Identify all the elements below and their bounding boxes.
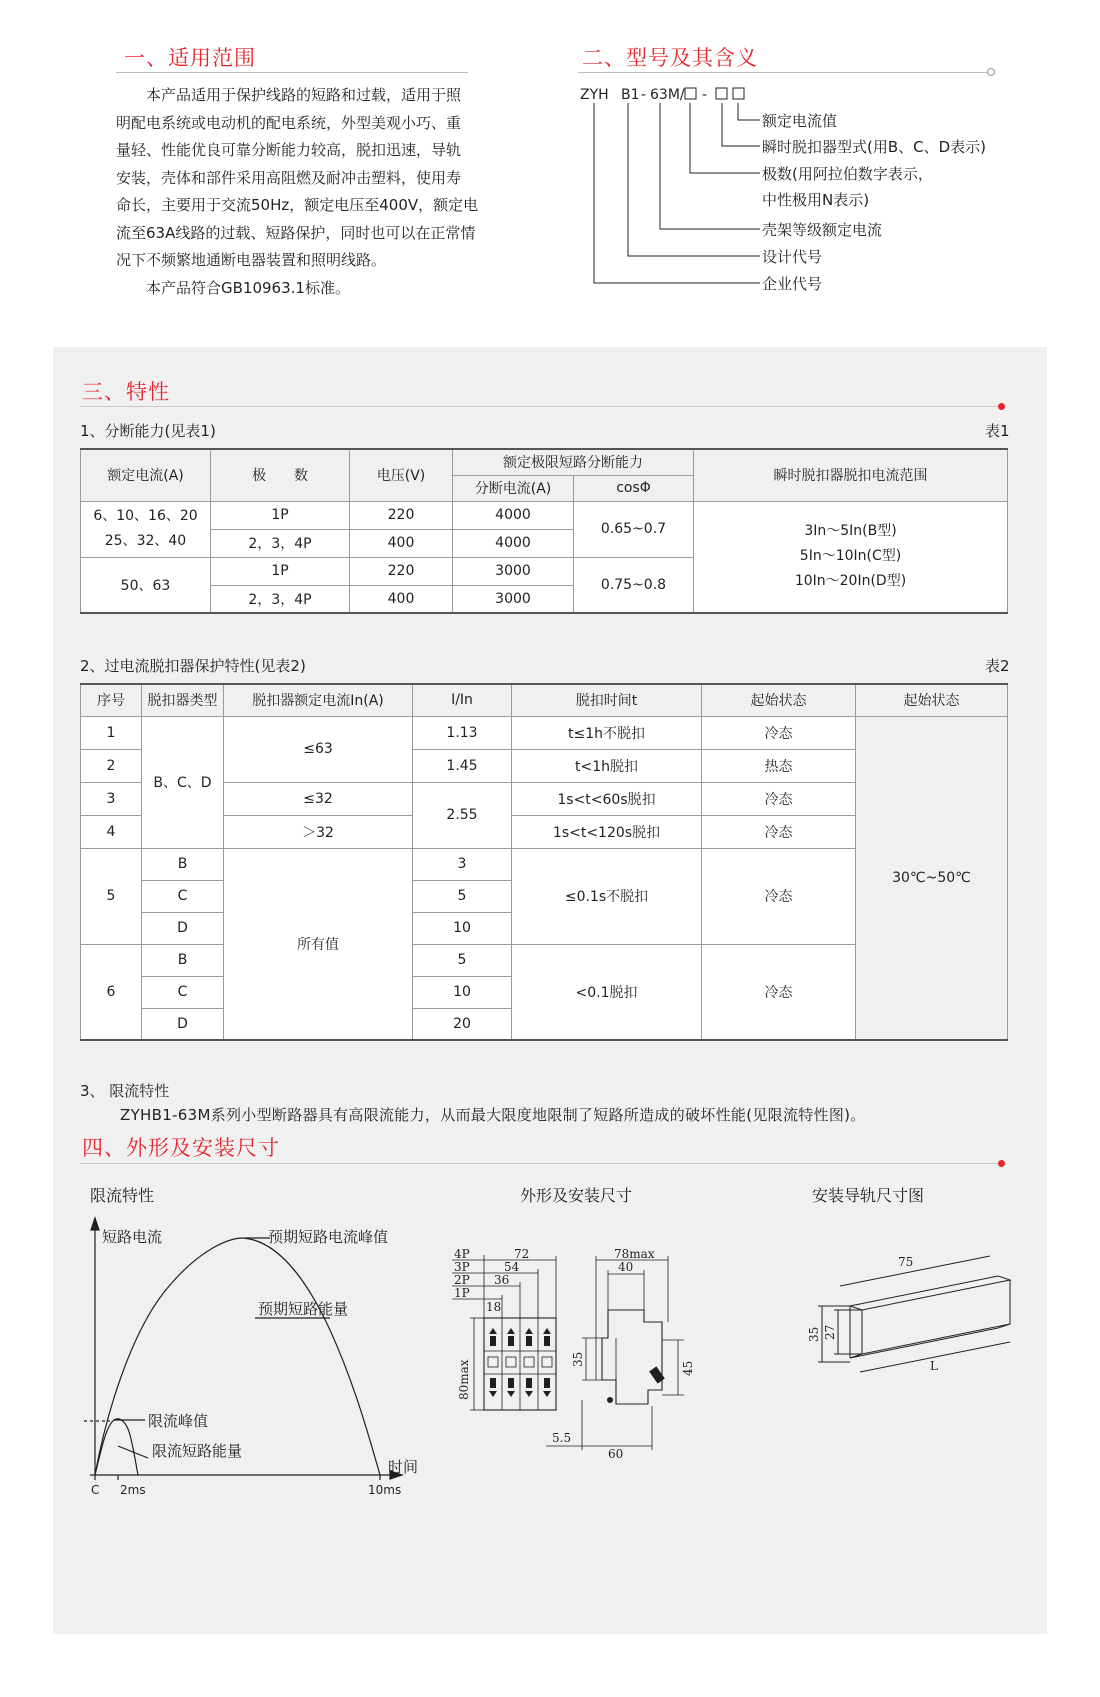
table1-caption: 1、分断能力(见表1) bbox=[80, 422, 216, 440]
dim-label-80max: 80max bbox=[457, 1359, 471, 1400]
th-trip-time: 脱扣时间t bbox=[512, 684, 702, 716]
terminal-block bbox=[490, 1378, 496, 1388]
th-rated-current: 额定电流(A) bbox=[81, 449, 211, 501]
y-axis-label: 短路电流 bbox=[102, 1228, 163, 1246]
th-initial-state: 起始状态 bbox=[702, 684, 856, 716]
dim-label-36: 36 bbox=[494, 1273, 510, 1287]
th-seq: 序号 bbox=[81, 684, 142, 716]
cell-type: B bbox=[142, 848, 224, 880]
code-b1: B1 bbox=[621, 87, 640, 103]
scope-line: 本产品适用于保护线路的短路和过载，适用于照 bbox=[146, 86, 462, 104]
cell-iin: 20 bbox=[413, 1008, 512, 1040]
cell-time: t≤1h不脱扣 bbox=[512, 716, 702, 749]
rail-dimensions-figure bbox=[800, 1250, 1040, 1410]
cell-seq: 4 bbox=[81, 815, 142, 848]
rail-top-flange bbox=[850, 1276, 1010, 1310]
model-meaning: 极数(用阿拉伯数字表示， bbox=[762, 165, 933, 183]
scope-paragraph bbox=[116, 82, 478, 302]
code-zyh: ZYH bbox=[580, 87, 609, 103]
leader-poles bbox=[690, 103, 760, 173]
cell: 3000 bbox=[453, 557, 574, 585]
terminal-block bbox=[544, 1336, 550, 1346]
terminal-arrow bbox=[507, 1328, 515, 1334]
model-meaning: 额定电流值 bbox=[762, 112, 838, 130]
dim-label-78max: 78max bbox=[614, 1247, 655, 1261]
cell: 1P bbox=[211, 501, 350, 529]
prospective-current-curve bbox=[95, 1238, 380, 1475]
current-limiting-figure bbox=[80, 1210, 419, 1500]
y-axis-arrow bbox=[91, 1218, 99, 1230]
leader-current bbox=[738, 103, 760, 120]
model-meaning: 壳架等级额定电流 bbox=[762, 221, 883, 239]
section-title-scope: 一、适用范围 bbox=[124, 46, 256, 70]
terminal-block bbox=[544, 1378, 550, 1388]
cell: 400 bbox=[350, 585, 453, 613]
pole-label: 3P bbox=[454, 1260, 470, 1274]
th-release-current: 脱扣器额定电流In(A) bbox=[224, 684, 413, 716]
table2-tag: 表2 bbox=[985, 657, 1010, 675]
section-title-characteristics: 三、特性 bbox=[82, 380, 170, 404]
cell: 400 bbox=[350, 529, 453, 557]
model-meaning: 设计代号 bbox=[762, 248, 823, 266]
terminal-arrow bbox=[507, 1391, 515, 1397]
code-box-poles bbox=[685, 88, 696, 99]
th-voltage: 电压(V) bbox=[350, 449, 453, 501]
cell: 1P bbox=[211, 557, 350, 585]
terminal-block bbox=[508, 1336, 514, 1346]
cell-iin: 5 bbox=[413, 944, 512, 976]
cell-in: ≤32 bbox=[224, 782, 413, 815]
scope-line: 明配电系统或电动机的配电系统，外型美观小巧、重 bbox=[116, 113, 462, 132]
figure-title-rail: 安装导轨尺寸图 bbox=[812, 1186, 925, 1205]
cell-seq: 2 bbox=[81, 749, 142, 782]
pole-label: 4P bbox=[454, 1247, 470, 1261]
scope-line: 流至63A线路的过载、短路保护，同时也可以在正常情 bbox=[116, 223, 476, 242]
terminal-arrow bbox=[489, 1391, 497, 1397]
rule-end-dot bbox=[987, 68, 995, 76]
leader-type bbox=[722, 103, 760, 146]
th-cos: cosΦ bbox=[574, 475, 694, 501]
dim-label-27: 27 bbox=[823, 1324, 837, 1340]
cell-state: 冷态 bbox=[702, 815, 856, 848]
pole-label: 1P bbox=[454, 1286, 470, 1300]
t1-label: 2ms bbox=[120, 1483, 146, 1497]
dim-label-35: 35 bbox=[807, 1326, 821, 1342]
cell-state: 冷态 bbox=[702, 716, 856, 749]
cell-time: <0.1脱扣 bbox=[512, 944, 702, 1040]
terminal-block bbox=[526, 1336, 532, 1346]
pole-label: 2P bbox=[454, 1273, 470, 1287]
code-box-current bbox=[733, 88, 744, 99]
cell-seq: 1 bbox=[81, 716, 142, 749]
t2-label: 10ms bbox=[368, 1483, 402, 1497]
window bbox=[542, 1357, 552, 1367]
limit-energy-label: 限流短路能量 bbox=[152, 1442, 243, 1460]
dim-label-60: 60 bbox=[608, 1447, 624, 1461]
code-box-type bbox=[716, 88, 727, 99]
cell-type: D bbox=[142, 1008, 224, 1040]
dim-label-18: 18 bbox=[486, 1300, 502, 1314]
th-capacity: 额定极限短路分断能力 bbox=[453, 449, 694, 475]
figure-title-outline: 外形及安装尺寸 bbox=[520, 1186, 633, 1205]
overcurrent-table bbox=[80, 683, 1008, 1041]
rail-clip-dot bbox=[607, 1397, 613, 1403]
cell: 2，3，4P bbox=[211, 585, 350, 613]
terminal-block bbox=[490, 1336, 496, 1346]
code-dash: - bbox=[702, 87, 708, 103]
scope-line: 安装，壳体和部件采用高阻燃及耐冲击塑料，使用寿 bbox=[116, 168, 462, 187]
cell-trip-range: 3In～5In(B型) 5In～10In(C型) 10In～20In(D型) bbox=[694, 501, 1008, 613]
origin-label: C bbox=[91, 1483, 100, 1497]
cell-temperature: 30℃~50℃ bbox=[856, 716, 1008, 1040]
th-release-type: 脱扣器类型 bbox=[142, 684, 224, 716]
terminal-block bbox=[508, 1378, 514, 1388]
window bbox=[488, 1357, 498, 1367]
cell-iin: 10 bbox=[413, 912, 512, 944]
section-rule bbox=[80, 1163, 1000, 1164]
th-trip-range: 瞬时脱扣器脱扣电流范围 bbox=[694, 449, 1008, 501]
cell-in: ≤63 bbox=[224, 716, 413, 782]
cell-time: ≤0.1s不脱扣 bbox=[512, 848, 702, 944]
table1-tag: 表1 bbox=[985, 422, 1010, 440]
cell-state: 冷态 bbox=[702, 848, 856, 944]
limit-peak-label: 限流峰值 bbox=[148, 1412, 209, 1430]
cell-type: C bbox=[142, 976, 224, 1008]
cell: 220 bbox=[350, 501, 453, 529]
cell: 220 bbox=[350, 557, 453, 585]
section-rule bbox=[116, 72, 468, 73]
model-code-diagram bbox=[578, 84, 778, 294]
terminal-arrow bbox=[525, 1328, 533, 1334]
leader-frame bbox=[660, 103, 760, 229]
cell: 2，3，4P bbox=[211, 529, 350, 557]
cell-state: 冷态 bbox=[702, 944, 856, 1040]
cell-time: 1s<t<60s脱扣 bbox=[512, 782, 702, 815]
cell-seq: 5 bbox=[81, 848, 142, 944]
th-poles: 极 数 bbox=[211, 449, 350, 501]
terminal-arrow bbox=[525, 1391, 533, 1397]
model-meaning: 瞬时脱扣器型式(用B、C、D表示) bbox=[762, 138, 987, 156]
scope-line: 况下不频繁地通断电器装置和照明线路。 bbox=[116, 251, 387, 269]
dim-label-35: 35 bbox=[571, 1351, 585, 1367]
dim-label-72: 72 bbox=[514, 1247, 530, 1261]
cell-seq: 3 bbox=[81, 782, 142, 815]
cell-iin: 5 bbox=[413, 880, 512, 912]
cell-current-group1: 6、10、16、20 25、32、40 bbox=[81, 501, 211, 557]
cell-time: t<1h脱扣 bbox=[512, 749, 702, 782]
cell-state: 热态 bbox=[702, 749, 856, 782]
cell-cos1: 0.65~0.7 bbox=[574, 501, 694, 557]
section-rule bbox=[80, 406, 1000, 407]
scope-line: 量轻、性能优良可靠分断能力较高，脱扣迅速，导轨 bbox=[116, 141, 462, 159]
cell-state: 冷态 bbox=[702, 782, 856, 815]
scope-line: 命长，主要用于交流50Hz，额定电压至400V，额定电 bbox=[116, 196, 479, 214]
terminal-arrow bbox=[543, 1391, 551, 1397]
cell-cos2: 0.75~0.8 bbox=[574, 557, 694, 613]
leader-design bbox=[628, 103, 760, 256]
cell-type-bcd: B、C、D bbox=[142, 716, 224, 848]
section-title-dimensions: 四、外形及安装尺寸 bbox=[82, 1136, 280, 1160]
cell-iin: 3 bbox=[413, 848, 512, 880]
cell-in: ＞32 bbox=[224, 815, 413, 848]
limit-caption: 3、 限流特性 bbox=[80, 1082, 170, 1100]
th-initial-state-2: 起始状态 bbox=[856, 684, 1008, 716]
dim-label-5-5: 5.5 bbox=[552, 1431, 572, 1445]
cell: 4000 bbox=[453, 501, 574, 529]
terminal-block bbox=[526, 1378, 532, 1388]
cell-iin: 1.13 bbox=[413, 716, 512, 749]
energy-label: 预期短路能量 bbox=[258, 1300, 349, 1318]
model-meaning: 企业代号 bbox=[762, 275, 823, 293]
dim-75-line bbox=[840, 1256, 990, 1286]
dim-label-40: 40 bbox=[618, 1260, 634, 1274]
window bbox=[524, 1357, 534, 1367]
terminal-marks bbox=[489, 1328, 613, 1403]
code-63m: 63M/ bbox=[650, 87, 685, 103]
terminal-arrow bbox=[489, 1328, 497, 1334]
limit-text: ZYHB1-63M系列小型断路器具有高限流能力，从而最大限度地限制了短路所造成的破坏性能(见限流特性图)。 bbox=[120, 1106, 866, 1124]
outline-dimensions-figure bbox=[448, 1247, 748, 1465]
x-axis-label: 时间 bbox=[388, 1458, 419, 1476]
model-meaning: 中性极用N表示) bbox=[762, 191, 870, 209]
scope-line: 本产品符合GB10963.1标准。 bbox=[146, 278, 350, 297]
limited-current-curve bbox=[95, 1419, 138, 1475]
dim-label-75: 75 bbox=[898, 1255, 914, 1269]
table2-caption: 2、过电流脱扣器保护特性(见表2) bbox=[80, 657, 306, 675]
cell-iin: 2.55 bbox=[413, 782, 512, 848]
figure-title-limit: 限流特性 bbox=[90, 1186, 155, 1205]
cell-type: C bbox=[142, 880, 224, 912]
rail-web bbox=[862, 1280, 1010, 1354]
cell-time: 1s<t<120s脱扣 bbox=[512, 815, 702, 848]
dim-label-L: L bbox=[930, 1359, 938, 1373]
breaker-side-body bbox=[602, 1310, 662, 1404]
terminal-arrow bbox=[543, 1328, 551, 1334]
cell-seq: 6 bbox=[81, 944, 142, 1040]
rule-end-dot bbox=[998, 1160, 1005, 1167]
cell: 4000 bbox=[453, 529, 574, 557]
cell-iin: 10 bbox=[413, 976, 512, 1008]
dim-label-54: 54 bbox=[504, 1260, 520, 1274]
dim-label-45: 45 bbox=[681, 1360, 695, 1376]
cell-in-all: 所有值 bbox=[224, 848, 413, 1040]
th-iin: I/In bbox=[413, 684, 512, 716]
cell-current-group2: 50、63 bbox=[81, 557, 211, 613]
cell-type: B bbox=[142, 944, 224, 976]
rule-end-dot bbox=[998, 403, 1005, 410]
window bbox=[506, 1357, 516, 1367]
th-break-current: 分断电流(A) bbox=[453, 475, 574, 501]
section-title-model: 二、型号及其含义 bbox=[582, 46, 758, 70]
peak-label: 预期短路电流峰值 bbox=[268, 1228, 389, 1246]
cell-iin: 1.45 bbox=[413, 749, 512, 782]
cell-type: D bbox=[142, 912, 224, 944]
code-dash: - bbox=[641, 87, 647, 103]
cell: 3000 bbox=[453, 585, 574, 613]
section-rule bbox=[578, 72, 988, 73]
breaking-capacity-table bbox=[80, 448, 1008, 614]
